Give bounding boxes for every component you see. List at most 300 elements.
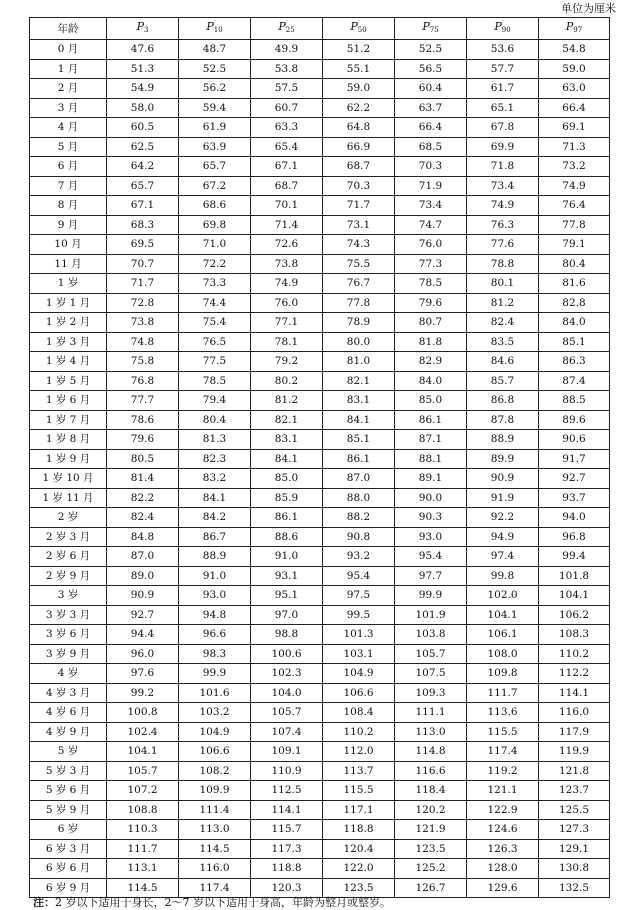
value-cell: 112.5 (251, 781, 323, 801)
value-cell: 73.4 (467, 176, 539, 196)
value-cell: 76.0 (395, 235, 467, 255)
value-cell: 53.6 (467, 40, 539, 60)
table-row (30, 488, 610, 508)
value-cell: 90.9 (107, 586, 179, 606)
table-row (30, 625, 610, 645)
table-row (30, 644, 610, 664)
value-cell: 83.1 (251, 430, 323, 450)
header-percentile-10 (179, 18, 251, 40)
value-cell: 60.5 (107, 118, 179, 138)
age-cell: 3 岁 3 月 (30, 605, 107, 625)
value-cell: 71.3 (539, 137, 610, 157)
value-cell: 68.7 (251, 176, 323, 196)
table-row (30, 449, 610, 469)
table-row (30, 274, 610, 294)
value-cell: 77.7 (107, 391, 179, 411)
value-cell: 108.4 (323, 703, 395, 723)
age-cell: 11 月 (30, 254, 107, 274)
age-cell: 1 岁 5 月 (30, 371, 107, 391)
value-cell: 76.3 (467, 215, 539, 235)
value-cell: 75.8 (107, 352, 179, 372)
value-cell: 85.9 (251, 488, 323, 508)
value-cell: 129.6 (467, 878, 539, 898)
value-cell: 87.4 (539, 371, 610, 391)
age-cell: 4 岁 3 月 (30, 683, 107, 703)
age-cell: 2 岁 (30, 508, 107, 528)
value-cell: 80.0 (323, 332, 395, 352)
value-cell: 103.2 (179, 703, 251, 723)
age-cell: 1 岁 9 月 (30, 449, 107, 469)
value-cell: 88.6 (251, 527, 323, 547)
value-cell: 109.3 (395, 683, 467, 703)
unit-label: 单位为厘米 (561, 2, 616, 15)
header-percentile-50 (323, 18, 395, 40)
value-cell: 88.9 (467, 430, 539, 450)
age-cell: 1 岁 10 月 (30, 469, 107, 489)
value-cell: 85.1 (539, 332, 610, 352)
value-cell: 56.5 (395, 59, 467, 79)
value-cell: 80.1 (467, 274, 539, 294)
age-cell: 5 岁 9 月 (30, 800, 107, 820)
value-cell: 76.8 (107, 371, 179, 391)
value-cell: 89.6 (539, 410, 610, 430)
value-cell: 88.9 (179, 547, 251, 567)
value-cell: 52.5 (395, 40, 467, 60)
value-cell: 119.2 (467, 761, 539, 781)
value-cell: 77.8 (323, 293, 395, 313)
value-cell: 102.0 (467, 586, 539, 606)
value-cell: 89.9 (467, 449, 539, 469)
value-cell: 84.1 (179, 488, 251, 508)
value-cell: 110.2 (539, 644, 610, 664)
value-cell: 94.0 (539, 508, 610, 528)
value-cell: 89.0 (107, 566, 179, 586)
value-cell: 79.6 (395, 293, 467, 313)
value-cell: 67.8 (467, 118, 539, 138)
percentile-subscript: 97 (573, 26, 583, 34)
age-cell: 0 月 (30, 40, 107, 60)
value-cell: 90.9 (467, 469, 539, 489)
table-row (30, 469, 610, 489)
value-cell: 74.9 (539, 176, 610, 196)
value-cell: 125.2 (395, 859, 467, 879)
value-cell: 111.7 (467, 683, 539, 703)
value-cell: 53.8 (251, 59, 323, 79)
value-cell: 100.8 (107, 703, 179, 723)
value-cell: 77.3 (395, 254, 467, 274)
value-cell: 104.0 (251, 683, 323, 703)
value-cell: 79.1 (539, 235, 610, 255)
header-percentile-90 (467, 18, 539, 40)
value-cell: 111.1 (395, 703, 467, 723)
value-cell: 90.8 (323, 527, 395, 547)
table-row (30, 566, 610, 586)
table-row (30, 215, 610, 235)
value-cell: 71.9 (395, 176, 467, 196)
value-cell: 87.0 (323, 469, 395, 489)
value-cell: 107.4 (251, 722, 323, 742)
value-cell: 81.4 (107, 469, 179, 489)
value-cell: 108.3 (539, 625, 610, 645)
value-cell: 86.1 (251, 508, 323, 528)
value-cell: 92.2 (467, 508, 539, 528)
value-cell: 113.0 (395, 722, 467, 742)
table-row (30, 878, 610, 898)
value-cell: 86.3 (539, 352, 610, 372)
value-cell: 107.2 (107, 781, 179, 801)
age-cell: 6 岁 3 月 (30, 839, 107, 859)
age-cell: 1 岁 7 月 (30, 410, 107, 430)
value-cell: 65.1 (467, 98, 539, 118)
age-cell: 1 岁 2 月 (30, 313, 107, 333)
value-cell: 120.3 (251, 878, 323, 898)
value-cell: 124.6 (467, 820, 539, 840)
value-cell: 93.1 (251, 566, 323, 586)
table-note (33, 896, 391, 910)
value-cell: 94.4 (107, 625, 179, 645)
value-cell: 80.7 (395, 313, 467, 333)
value-cell: 108.0 (467, 644, 539, 664)
value-cell: 74.9 (251, 274, 323, 294)
value-cell: 79.2 (251, 352, 323, 372)
table-row (30, 98, 610, 118)
value-cell: 52.5 (179, 59, 251, 79)
value-cell: 66.4 (539, 98, 610, 118)
age-cell: 5 岁 6 月 (30, 781, 107, 801)
value-cell: 59.0 (323, 79, 395, 99)
table-body (30, 40, 610, 898)
value-cell: 48.7 (179, 40, 251, 60)
value-cell: 77.8 (539, 215, 610, 235)
table-row (30, 254, 610, 274)
value-cell: 54.9 (107, 79, 179, 99)
percentile-subscript: 25 (285, 26, 295, 34)
value-cell: 71.7 (107, 274, 179, 294)
age-cell: 3 岁 6 月 (30, 625, 107, 645)
percentile-symbol: P (350, 20, 358, 33)
value-cell: 105.7 (107, 761, 179, 781)
value-cell: 65.7 (179, 157, 251, 177)
percentile-subscript: 90 (501, 26, 511, 34)
value-cell: 69.8 (179, 215, 251, 235)
value-cell: 73.4 (395, 196, 467, 216)
header-percentile-3 (107, 18, 179, 40)
header-percentile-25 (251, 18, 323, 40)
table-row (30, 59, 610, 79)
value-cell: 117.1 (323, 800, 395, 820)
value-cell: 116.6 (395, 761, 467, 781)
value-cell: 117.4 (179, 878, 251, 898)
value-cell: 77.6 (467, 235, 539, 255)
value-cell: 71.8 (467, 157, 539, 177)
value-cell: 62.5 (107, 137, 179, 157)
value-cell: 67.2 (179, 176, 251, 196)
percentile-symbol: P (494, 20, 502, 33)
value-cell: 57.7 (467, 59, 539, 79)
value-cell: 75.4 (179, 313, 251, 333)
value-cell: 66.9 (323, 137, 395, 157)
value-cell: 73.8 (251, 254, 323, 274)
value-cell: 106.1 (467, 625, 539, 645)
value-cell: 97.7 (395, 566, 467, 586)
value-cell: 121.1 (467, 781, 539, 801)
value-cell: 110.3 (107, 820, 179, 840)
percentile-subscript: 3 (143, 26, 149, 34)
table-row (30, 40, 610, 60)
value-cell: 80.2 (251, 371, 323, 391)
value-cell: 113.6 (467, 703, 539, 723)
value-cell: 107.5 (395, 664, 467, 684)
value-cell: 106.6 (179, 742, 251, 762)
table-row (30, 371, 610, 391)
value-cell: 114.5 (179, 839, 251, 859)
value-cell: 110.2 (323, 722, 395, 742)
value-cell: 117.9 (539, 722, 610, 742)
value-cell: 86.1 (395, 410, 467, 430)
value-cell: 84.1 (323, 410, 395, 430)
value-cell: 121.8 (539, 761, 610, 781)
age-cell: 1 岁 1 月 (30, 293, 107, 313)
value-cell: 74.9 (467, 196, 539, 216)
value-cell: 69.1 (539, 118, 610, 138)
value-cell: 97.4 (467, 547, 539, 567)
value-cell: 81.2 (251, 391, 323, 411)
value-cell: 84.6 (467, 352, 539, 372)
value-cell: 112.2 (539, 664, 610, 684)
value-cell: 93.0 (179, 586, 251, 606)
value-cell: 94.8 (179, 605, 251, 625)
value-cell: 126.3 (467, 839, 539, 859)
value-cell: 102.3 (251, 664, 323, 684)
note-text: 2 岁以下适用于身长，2～7 岁以下适用于身高，年龄为整月或整岁。 (55, 896, 391, 909)
value-cell: 71.4 (251, 215, 323, 235)
value-cell: 91.7 (539, 449, 610, 469)
value-cell: 51.3 (107, 59, 179, 79)
value-cell: 79.6 (107, 430, 179, 450)
value-cell: 93.0 (395, 527, 467, 547)
table-row (30, 235, 610, 255)
table-row (30, 547, 610, 567)
value-cell: 90.6 (539, 430, 610, 450)
value-cell: 59.4 (179, 98, 251, 118)
value-cell: 82.9 (395, 352, 467, 372)
value-cell: 71.0 (179, 235, 251, 255)
age-cell: 3 月 (30, 98, 107, 118)
value-cell: 61.7 (467, 79, 539, 99)
age-cell: 4 岁 6 月 (30, 703, 107, 723)
value-cell: 128.0 (467, 859, 539, 879)
value-cell: 84.0 (395, 371, 467, 391)
age-cell: 5 岁 (30, 742, 107, 762)
value-cell: 111.4 (179, 800, 251, 820)
value-cell: 95.4 (395, 547, 467, 567)
table-row (30, 79, 610, 99)
value-cell: 104.1 (467, 605, 539, 625)
value-cell: 105.7 (251, 703, 323, 723)
value-cell: 91.0 (251, 547, 323, 567)
value-cell: 100.6 (251, 644, 323, 664)
age-cell: 4 岁 (30, 664, 107, 684)
age-cell: 2 岁 3 月 (30, 527, 107, 547)
value-cell: 82.8 (539, 293, 610, 313)
value-cell: 97.0 (251, 605, 323, 625)
value-cell: 73.3 (179, 274, 251, 294)
value-cell: 68.5 (395, 137, 467, 157)
value-cell: 77.1 (251, 313, 323, 333)
value-cell: 98.3 (179, 644, 251, 664)
value-cell: 63.9 (179, 137, 251, 157)
value-cell: 103.8 (395, 625, 467, 645)
value-cell: 116.0 (539, 703, 610, 723)
age-cell: 1 岁 8 月 (30, 430, 107, 450)
value-cell: 118.8 (323, 820, 395, 840)
value-cell: 69.5 (107, 235, 179, 255)
age-cell: 1 岁 11 月 (30, 488, 107, 508)
value-cell: 86.8 (467, 391, 539, 411)
value-cell: 74.8 (107, 332, 179, 352)
value-cell: 65.4 (251, 137, 323, 157)
age-cell: 1 岁 6 月 (30, 391, 107, 411)
value-cell: 82.4 (467, 313, 539, 333)
value-cell: 86.7 (179, 527, 251, 547)
value-cell: 78.8 (467, 254, 539, 274)
header-row (30, 18, 610, 40)
table-row (30, 157, 610, 177)
table-row (30, 859, 610, 879)
value-cell: 72.2 (179, 254, 251, 274)
value-cell: 109.8 (467, 664, 539, 684)
value-cell: 126.7 (395, 878, 467, 898)
value-cell: 101.6 (179, 683, 251, 703)
value-cell: 108.2 (179, 761, 251, 781)
value-cell: 118.8 (251, 859, 323, 879)
value-cell: 111.7 (107, 839, 179, 859)
table-row (30, 664, 610, 684)
value-cell: 67.1 (107, 196, 179, 216)
table-row (30, 313, 610, 333)
value-cell: 95.4 (323, 566, 395, 586)
value-cell: 120.4 (323, 839, 395, 859)
height-percentile-table (29, 17, 610, 898)
value-cell: 95.1 (251, 586, 323, 606)
value-cell: 114.1 (251, 800, 323, 820)
header-percentile-97 (539, 18, 610, 40)
value-cell: 84.0 (539, 313, 610, 333)
value-cell: 97.6 (107, 664, 179, 684)
value-cell: 49.9 (251, 40, 323, 60)
value-cell: 82.1 (323, 371, 395, 391)
value-cell: 108.8 (107, 800, 179, 820)
value-cell: 78.9 (323, 313, 395, 333)
table-row (30, 839, 610, 859)
value-cell: 70.3 (395, 157, 467, 177)
value-cell: 63.0 (539, 79, 610, 99)
value-cell: 113.7 (323, 761, 395, 781)
value-cell: 104.9 (179, 722, 251, 742)
value-cell: 68.3 (107, 215, 179, 235)
value-cell: 63.3 (251, 118, 323, 138)
value-cell: 121.9 (395, 820, 467, 840)
value-cell: 80.4 (179, 410, 251, 430)
value-cell: 99.4 (539, 547, 610, 567)
value-cell: 76.4 (539, 196, 610, 216)
value-cell: 125.5 (539, 800, 610, 820)
value-cell: 116.0 (179, 859, 251, 879)
percentile-subscript: 75 (429, 26, 439, 34)
value-cell: 64.8 (323, 118, 395, 138)
percentile-symbol: P (565, 20, 574, 33)
table-row (30, 703, 610, 723)
value-cell: 103.1 (323, 644, 395, 664)
table-header (30, 18, 610, 40)
value-cell: 70.7 (107, 254, 179, 274)
value-cell: 76.7 (323, 274, 395, 294)
table-row (30, 742, 610, 762)
value-cell: 62.2 (323, 98, 395, 118)
value-cell: 74.7 (395, 215, 467, 235)
value-cell: 68.7 (323, 157, 395, 177)
age-cell: 1 岁 (30, 274, 107, 294)
value-cell: 120.2 (395, 800, 467, 820)
value-cell: 80.4 (539, 254, 610, 274)
value-cell: 91.0 (179, 566, 251, 586)
value-cell: 106.6 (323, 683, 395, 703)
age-cell: 1 岁 3 月 (30, 332, 107, 352)
value-cell: 101.9 (395, 605, 467, 625)
value-cell: 81.6 (539, 274, 610, 294)
value-cell: 81.0 (323, 352, 395, 372)
age-cell: 8 月 (30, 196, 107, 216)
percentile-symbol: P (206, 20, 214, 33)
value-cell: 130.8 (539, 859, 610, 879)
value-cell: 99.9 (395, 586, 467, 606)
value-cell: 87.1 (395, 430, 467, 450)
percentile-symbol: P (422, 20, 430, 33)
value-cell: 58.0 (107, 98, 179, 118)
value-cell: 106.2 (539, 605, 610, 625)
value-cell: 51.2 (323, 40, 395, 60)
value-cell: 82.2 (107, 488, 179, 508)
value-cell: 73.8 (107, 313, 179, 333)
value-cell: 117.4 (467, 742, 539, 762)
value-cell: 123.5 (323, 878, 395, 898)
value-cell: 47.6 (107, 40, 179, 60)
value-cell: 91.9 (467, 488, 539, 508)
value-cell: 115.5 (323, 781, 395, 801)
header-age-label: 年龄 (57, 22, 79, 35)
value-cell: 85.0 (395, 391, 467, 411)
value-cell: 68.6 (179, 196, 251, 216)
percentile-subscript: 10 (213, 26, 223, 34)
age-cell: 5 岁 3 月 (30, 761, 107, 781)
age-cell: 3 岁 (30, 586, 107, 606)
value-cell: 96.8 (539, 527, 610, 547)
value-cell: 99.8 (467, 566, 539, 586)
value-cell: 132.5 (539, 878, 610, 898)
value-cell: 109.9 (179, 781, 251, 801)
table-row (30, 586, 610, 606)
value-cell: 76.5 (179, 332, 251, 352)
table-row (30, 137, 610, 157)
value-cell: 83.1 (323, 391, 395, 411)
value-cell: 79.4 (179, 391, 251, 411)
value-cell: 80.5 (107, 449, 179, 469)
value-cell: 115.5 (467, 722, 539, 742)
value-cell: 77.5 (179, 352, 251, 372)
table-row (30, 508, 610, 528)
value-cell: 60.4 (395, 79, 467, 99)
value-cell: 104.1 (107, 742, 179, 762)
